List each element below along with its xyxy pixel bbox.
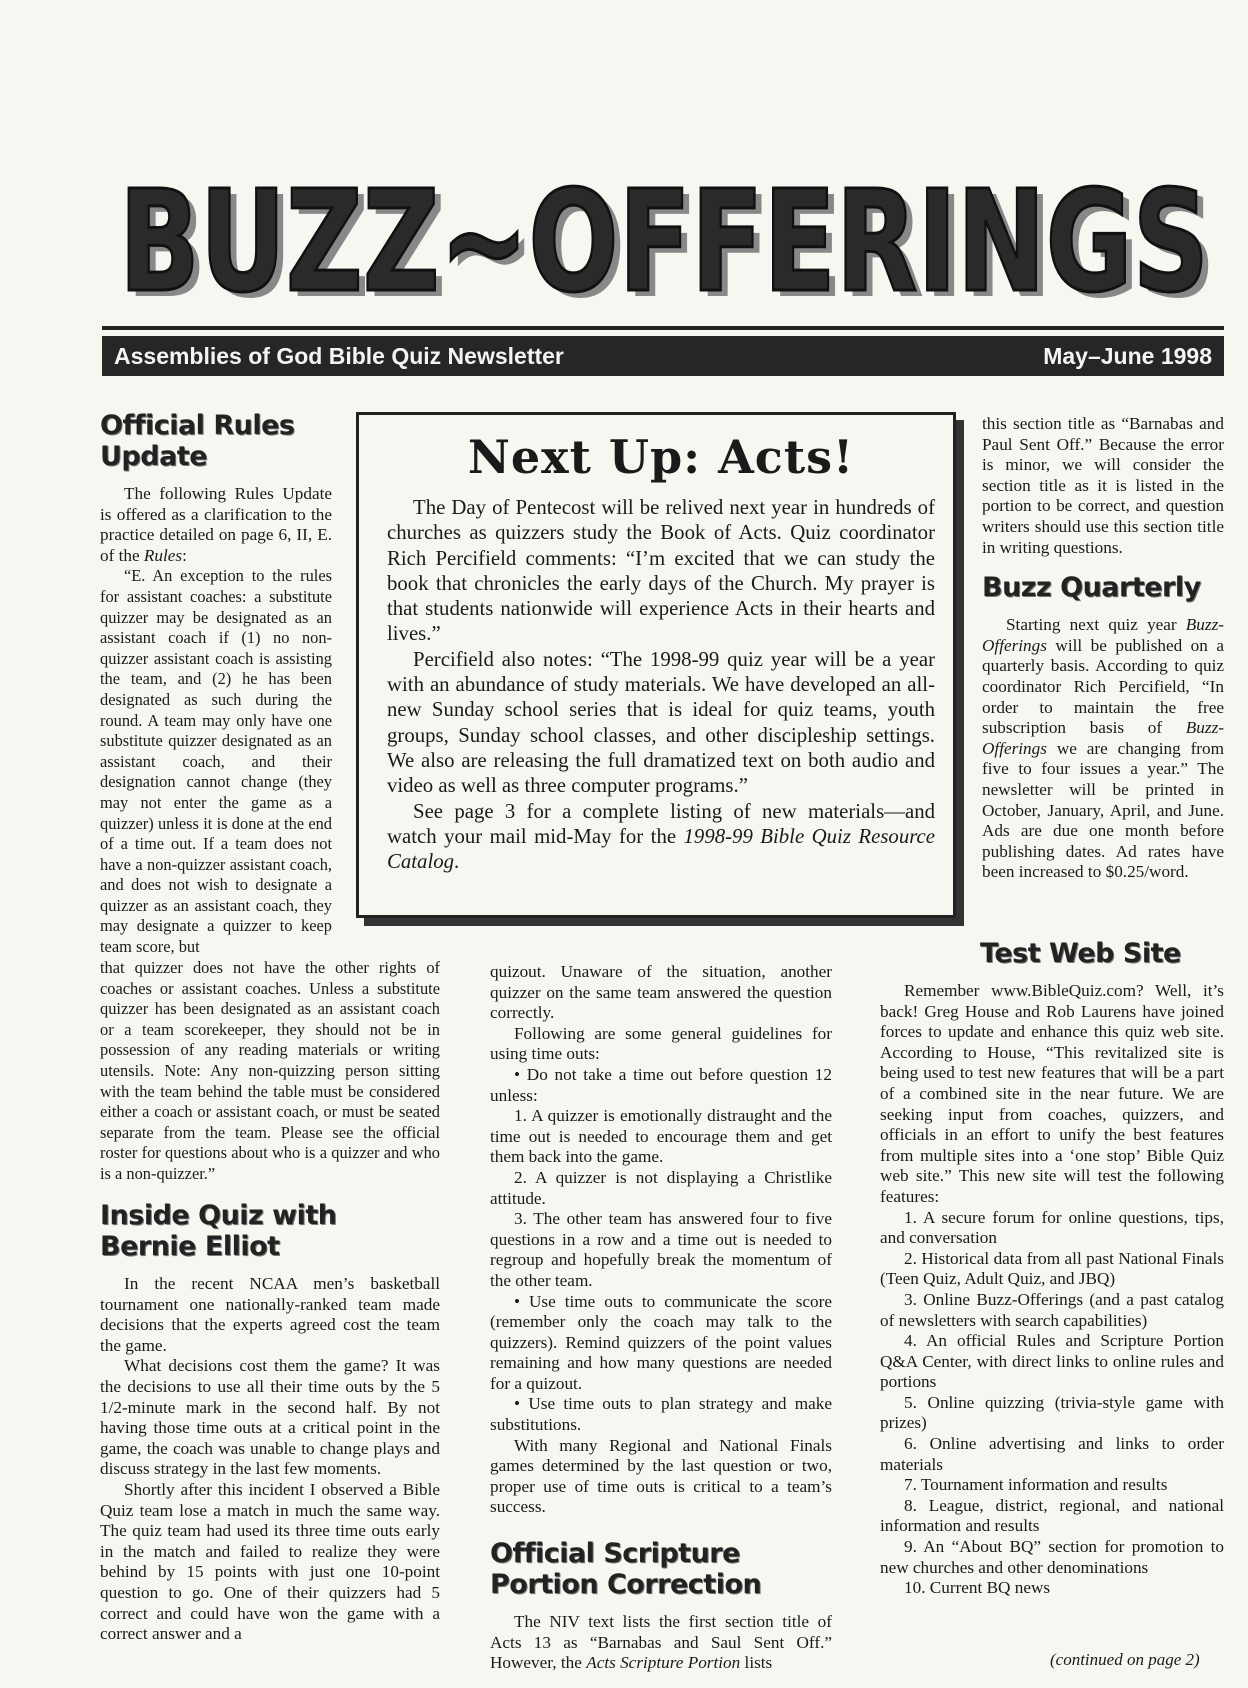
newsletter-banner (102, 326, 1224, 378)
issue-date: May–June 1998 (1043, 343, 1212, 369)
inside-quiz-p3: Shortly after this incident I observed a Bible Quiz team lose a match in much the same way. The quiz team had used its three time outs early in the match and failed to realize they were behind by 15 points with just one 10-point question to go. One of their quizzers had 5 correct and could have won the game with a correct answer and a (100, 1479, 440, 1644)
web-site-intro: Remember www.BibleQuiz.com? Well, it’s back! Greg House and Rob Laurens have joined forces to update and enhance this quiz web site. According to House, “This revitalized site is being used to test new features that will be a part of a combined site in the near future. We are seeking input from coaches, quizzers, and officials in an effort to unify the best features from multiple sites into a ‘one stop’ Bible Quiz web site.” This new site will test the following features: (880, 981, 1224, 1206)
correction-p1: The NIV text lists the first section title of Acts 13 as “Barnabas and Saul Sent Off.” However, the Acts Scripture Portion lists (490, 1612, 832, 1673)
feature-box-acts (356, 412, 956, 918)
web-site-heading: Test Web Site (980, 938, 1181, 969)
rules-update-quote-b-block (100, 958, 440, 1185)
masthead-shadow: BUZZ~OFFERINGS (126, 168, 1216, 318)
rules-update-quote-a: “E. An exception to the rules for assistant coaches: a substitute quizzer may be designated as an assistant coach if (1) no non-quizzer assistant coach is assisting the team, and (2) he has been designated as such during the round. A team may only have one substitute quizzer designated as an assistant coach, and their designation cannot change (they may not enter the game as a quizzer) unless it is done at the end of a time out. If a team does not have a non-quizzer assistant coach, and does not wish to designate a quizzer as an assistant coach, they may designate a quizzer to keep team score, but (100, 566, 332, 957)
buzz-quarterly-heading: Buzz Quarterly (982, 572, 1201, 604)
guideline-bullet-2: • Use time outs to communicate the score (remember only the coach may talk to the quizzers). Remind quizzers of the point values remaining and how many questions are needed for a quizout. (490, 1291, 832, 1393)
buzz-quarterly-text: Starting next quiz year Buzz-Offerings will be published on a quarterly basis. According to quiz coordinator Rich Percifield, “In order to maintain the free subscription basis of Buzz-Offerings we are changing from five to four issues a year.” The newsletter will be printed in October, January, April, and June. Ads are due one month before publishing dates. Ad rates have been increased to $0.25/word. (982, 615, 1224, 882)
inside-quiz-heading: Inside Quiz with Bernie Elliot (100, 1200, 337, 1262)
list-item: 2. Historical data from all past National Finals (Teen Quiz, Adult Quiz, and JBQ) (880, 1248, 1224, 1289)
correction-continued: this section title as “Barnabas and Paul Sent Off.” Because the error is minor, we will consider the section title as it is listed in the portion to be correct, and question writers should use this section title in writing questions. (982, 414, 1224, 557)
list-item: 1. A secure forum for online questions, tips, and conversation (880, 1207, 1224, 1248)
feature-p3: See page 3 for a complete listing of new materials—and watch your mail mid-May for the 1998-99 Bible Quiz Resource Catalog. (387, 799, 935, 874)
guideline-item-3: 3. The other team has answered four to five questions in a row and a time out is needed to regroup and hopefully break the momentum of the other team. (490, 1209, 832, 1290)
inside-quiz-p1: In the recent NCAA men’s basketball tournament one nationally-ranked team made decisions that the experts agreed cost the team the game. (100, 1274, 440, 1355)
guideline-item-1: 1. A quizzer is emotionally distraught and the time out is needed to encourage them and get them back into the game. (490, 1106, 832, 1167)
list-item: 7. Tournament information and results (904, 1475, 1168, 1495)
masthead-title: BUZZ~OFFERINGS (119, 168, 1209, 318)
rules-update-heading: Official Rules Update (100, 410, 295, 472)
right-column-upper (982, 414, 1224, 883)
guidelines-intro: Following are some general guidelines for using time outs: (490, 1023, 832, 1064)
list-item: 8. League, district, regional, and national information and results (880, 1495, 1224, 1536)
list-item: 10. Current BQ news (904, 1578, 1051, 1598)
list-item: 9. An “About BQ” section for promotion to new churches and other denominations (880, 1537, 1224, 1577)
newsletter-subtitle: Assemblies of God Bible Quiz Newsletter (114, 343, 564, 369)
list-item: 6. Online advertising and links to order materials (880, 1434, 1224, 1474)
correction-heading: Official Scripture Portion Correction (490, 1538, 762, 1601)
web-site-feature-list (880, 1208, 1224, 1599)
guidelines-final: With many Regional and National Finals games determined by the last question or two, proper use of time outs is critical to a team’s success. (490, 1435, 832, 1517)
list-item: 3. Online Buzz-Offerings (and a past catalog of newsletters with search capabilities) (880, 1289, 1224, 1330)
web-site-article (880, 938, 1224, 1599)
inside-quiz-continued: quizout. Unaware of the situation, another quizzer on the same team answered the question correctly. (490, 962, 832, 1023)
rules-update-intro: The following Rules Update is offered as a clarification to the practice detailed on page 6, II, E. of the Rules: (100, 484, 332, 565)
inside-quiz-article (100, 1200, 440, 1645)
rules-update-article (100, 410, 332, 958)
guideline-bullet-3: • Use time outs to plan strategy and make substitutions. (490, 1394, 832, 1435)
continued-note: (continued on page 2) (1050, 1650, 1200, 1669)
guideline-item-2: 2. A quizzer is not displaying a Christlike attitude. (490, 1167, 832, 1208)
feature-title: Next Up: Acts! (467, 430, 855, 484)
masthead-logo (118, 168, 1218, 318)
list-item: 4. An official Rules and Scripture Portion Q&A Center, with direct links to online rules and portions (880, 1331, 1224, 1392)
rules-update-quote-b: that quizzer does not have the other rights of coaches or assistant coaches. Unless a substitute quizzer has been designated as an assistant coach or a team scorekeeper, they should not be in possession of any reading materials or writing utensils. Note: Any non-quizzing person sitting with the team behind the table must be considered either a coach or assistant coach, or must be seated separate from the team. Please see the official roster for questions about who is a quizzer and who is a non-quizzer.” (100, 958, 440, 1183)
feature-p2: Percifield also notes: “The 1998-99 quiz year will be a year with an abundance of study materials. We have developed an all-new Sunday school series that is ideal for quiz teams, youth groups, Sunday school classes, and other discipleship settings. We also are releasing the full dramatized text on both audio and video as well as three computer programs.” (387, 647, 935, 798)
middle-column (490, 962, 832, 1674)
guideline-bullet-1: • Do not take a time out before question 12 unless: (490, 1064, 832, 1105)
feature-p1: The Day of Pentecost will be relived next year in hundreds of churches as quizzers study the Book of Acts. Quiz coordinator Rich Percifield comments: “I’m excited that we can study the book that chronicles the early days of the Church. My prayer is that students nationwide will experience Acts in their hearts and lives.” (387, 496, 935, 646)
inside-quiz-p2: What decisions cost them the game? It was the decisions to use all their time outs by the 5 1/2-minute mark in the second half. By not having those time outs at a critical point in the game, the coach was unable to change plays and discuss strategy in the last few moments. (100, 1356, 440, 1479)
list-item: 5. Online quizzing (trivia-style game with prizes) (880, 1392, 1224, 1433)
